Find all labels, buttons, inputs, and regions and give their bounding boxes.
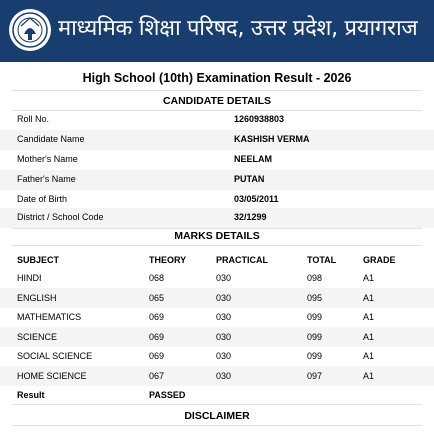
practical-cell: 030 (216, 332, 232, 342)
theory-cell: 069 (149, 312, 165, 322)
practical-cell: 030 (216, 273, 232, 283)
column-header-practical: PRACTICAL (216, 255, 268, 265)
candidate-row-mother (0, 150, 434, 170)
column-header-theory: THEORY (149, 255, 187, 265)
theory-cell: 069 (149, 332, 165, 342)
divider (12, 228, 422, 229)
candidate-value: 03/05/2011 (234, 194, 279, 204)
candidate-row-roll (0, 110, 434, 130)
candidate-label: Date of Birth (17, 194, 68, 204)
board-header-banner (0, 0, 434, 62)
divider (12, 425, 422, 426)
subject-cell: SCIENCE (17, 332, 58, 342)
divider (12, 90, 422, 91)
grade-cell: A1 (363, 351, 375, 361)
marks-row (0, 307, 434, 327)
grade-cell: A1 (363, 371, 375, 381)
candidate-label: Roll No. (17, 114, 50, 124)
candidate-row-dob (0, 190, 434, 210)
subject-cell: ENGLISH (17, 293, 57, 303)
theory-cell: 065 (149, 293, 165, 303)
exam-title: High School (10th) Examination Result - 2026 (82, 71, 352, 85)
grade-cell: A1 (363, 273, 375, 283)
subject-cell: HOME SCIENCE (17, 371, 87, 381)
candidate-value: KASHISH VERMA (234, 134, 310, 144)
candidate-value: NEELAM (234, 154, 272, 164)
column-header-subject: SUBJECT (17, 255, 60, 265)
total-cell: 097 (307, 371, 323, 381)
up-board-emblem-icon (8, 8, 52, 52)
marks-row (0, 327, 434, 347)
subject-cell: HINDI (17, 273, 42, 283)
subject-cell: SOCIAL SCIENCE (17, 351, 93, 361)
candidate-row-school (0, 208, 434, 228)
candidate-value: 1260938803 (234, 114, 285, 124)
practical-cell: 030 (216, 293, 232, 303)
candidate-label: Mother's Name (17, 154, 78, 164)
marks-row (0, 288, 434, 308)
total-cell: 098 (307, 273, 323, 283)
total-cell: 099 (307, 332, 323, 342)
divider (12, 404, 422, 405)
total-cell: 099 (307, 351, 323, 361)
candidate-value: 32/1299 (234, 212, 267, 222)
marks-details-heading: MARKS DETAILS (174, 230, 260, 242)
practical-cell: 030 (216, 351, 232, 361)
board-name: माध्यमिक शिक्षा परिषद, उत्तर प्रदेश, प्रयागराज (58, 16, 418, 41)
divider (12, 245, 422, 246)
theory-cell: 068 (149, 273, 165, 283)
candidate-value: PUTAN (234, 174, 265, 184)
practical-cell: 030 (216, 312, 232, 322)
marks-row (0, 366, 434, 386)
candidate-label: Candidate Name (17, 134, 85, 144)
candidate-label: Father's Name (17, 174, 76, 184)
theory-cell: 067 (149, 371, 165, 381)
disclaimer-heading: DISCLAIMER (184, 410, 250, 422)
subject-cell: MATHEMATICS (17, 312, 82, 322)
result-label: Result (17, 390, 45, 400)
result-row (0, 385, 434, 405)
column-header-total: TOTAL (307, 255, 337, 265)
marks-header-row (0, 250, 434, 270)
candidate-label: District / School Code (17, 212, 104, 222)
column-header-grade: GRADE (363, 255, 396, 265)
theory-cell: 069 (149, 351, 165, 361)
candidate-row-name (0, 130, 434, 150)
marks-row (0, 268, 434, 288)
result-status: PASSED (149, 390, 186, 400)
practical-cell: 030 (216, 371, 232, 381)
grade-cell: A1 (363, 332, 375, 342)
total-cell: 095 (307, 293, 323, 303)
grade-cell: A1 (363, 312, 375, 322)
grade-cell: A1 (363, 293, 375, 303)
total-cell: 099 (307, 312, 323, 322)
marks-row (0, 346, 434, 366)
candidate-details-heading: CANDIDATE DETAILS (162, 95, 272, 107)
candidate-row-father (0, 170, 434, 190)
